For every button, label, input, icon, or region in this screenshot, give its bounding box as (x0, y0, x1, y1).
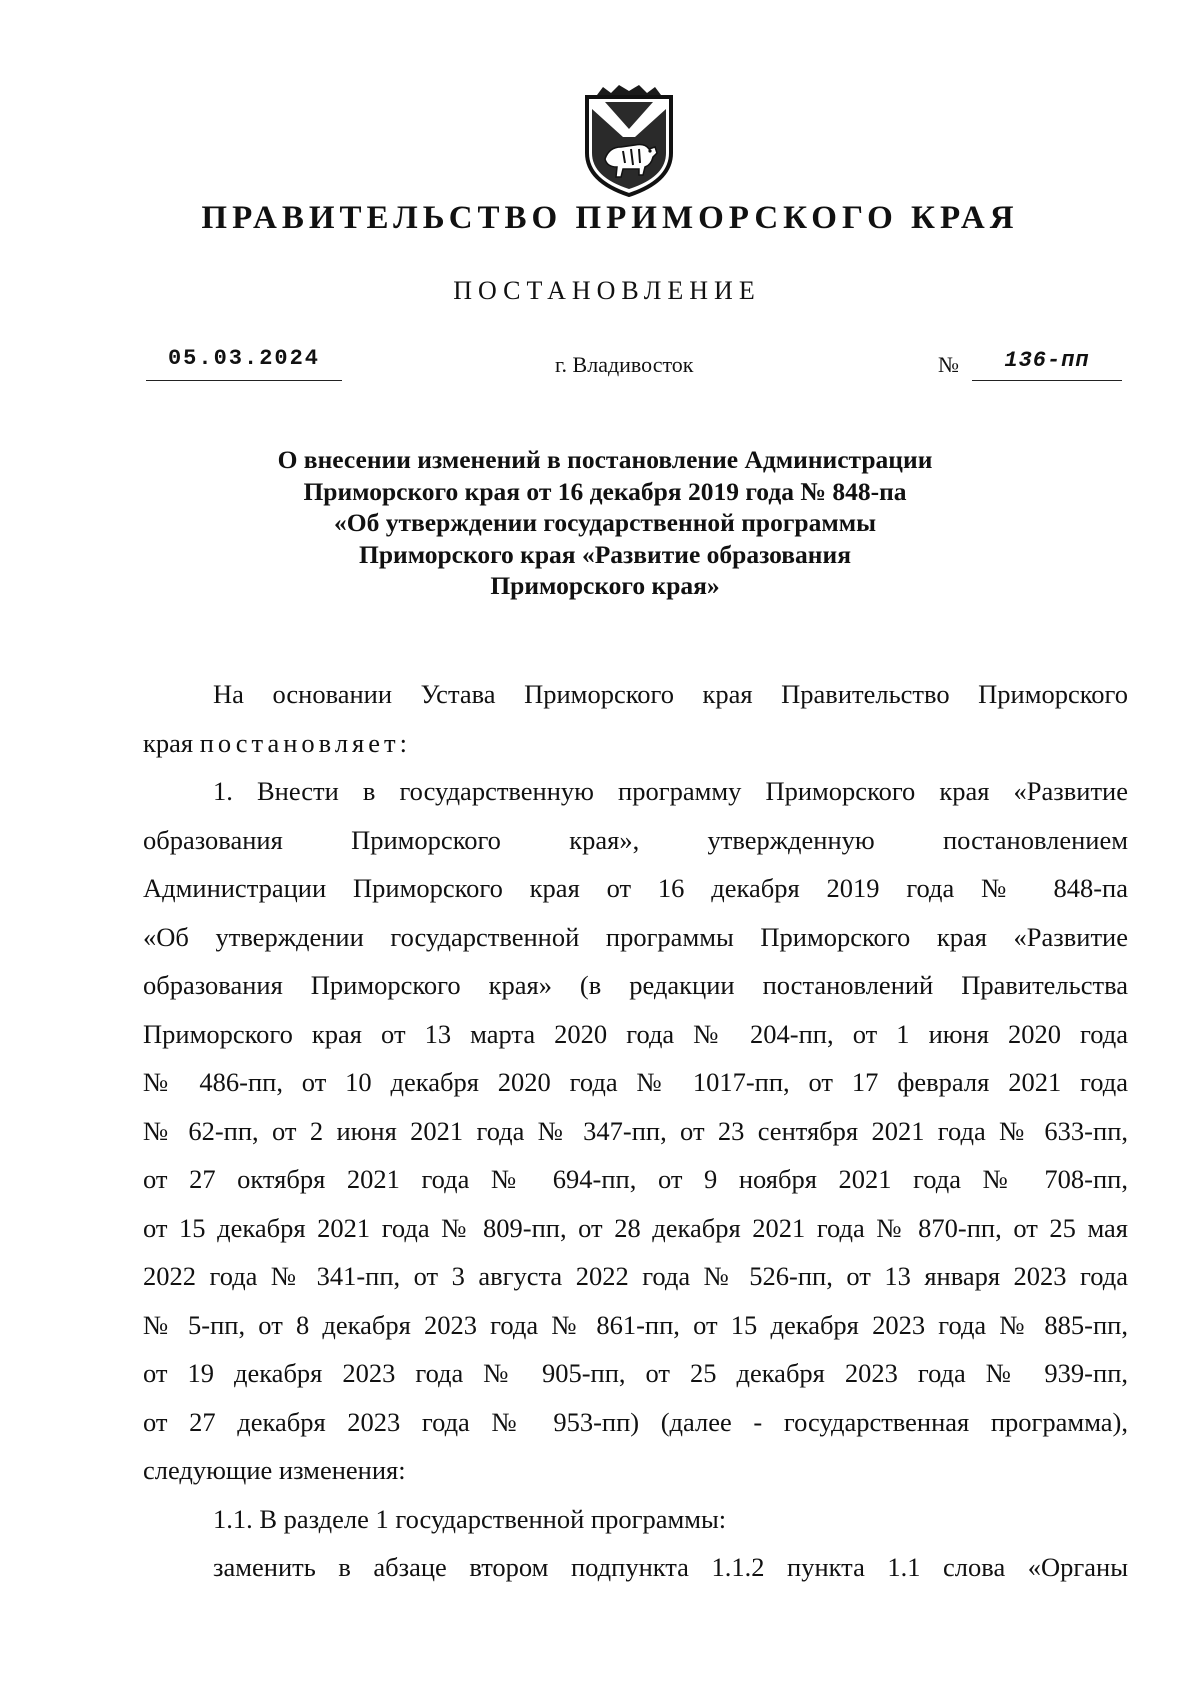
heading-line: Приморского края от 16 декабря 2019 года № 848-па (303, 476, 907, 506)
intro-colon: : (399, 727, 407, 758)
body-line: № 486-пп, от 10 декабря 2020 года № 1017-пп, от 17 февраля 2021 года (143, 1067, 1128, 1097)
body-line: 2022 года № 341-пп, от 3 августа 2022 года № 526-пп, от 13 января 2023 года (143, 1261, 1128, 1291)
body-line: № 5-пп, от 8 декабря 2023 года № 861-пп, от 15 декабря 2023 года № 885-пп, (143, 1309, 1128, 1340)
body-line: образования Приморского края» (в редакции постановлений Правительства (143, 970, 1128, 1000)
body-line: 1.1. В разделе 1 государственной программы: (213, 1503, 727, 1534)
body-line: заменить в абзаце втором подпункта 1.1.2 пункта 1.1 слова «Органы (213, 1552, 1128, 1582)
heading-line: «Об утверждении государственной программы (334, 508, 876, 537)
document-type: ПОСТАНОВЛЕНИЕ (453, 276, 761, 305)
primorsky-coat-of-arms-icon (583, 85, 675, 197)
document-number: 136-пп (972, 348, 1122, 381)
document-body (143, 670, 1128, 1592)
government-title: ПРАВИТЕЛЬСТВО ПРИМОРСКОГО КРАЯ (201, 200, 1019, 236)
heading-line: Приморского края» (490, 571, 720, 600)
document-heading (0, 444, 1200, 602)
intro-text: края (143, 727, 200, 758)
heading-line: О внесении изменений в постановление Администрации (277, 445, 933, 474)
body-line: Приморского края от 13 марта 2020 года № 204-пп, от 1 июня 2020 года (143, 1018, 1128, 1049)
document-date: 05.03.2024 (146, 346, 342, 381)
body-line: следующие изменения: (143, 1455, 406, 1485)
body-line: «Об утверждении государственной программы Приморского края «Развитие (143, 921, 1128, 952)
body-line: от 27 октября 2021 года № 694-пп, от 9 ноября 2021 года № 708-пп, (143, 1164, 1128, 1194)
number-label: № (938, 352, 959, 377)
document-city: г. Владивосток (555, 352, 694, 377)
body-line: от 27 декабря 2023 года № 953-пп) (далее - государственная программа), (143, 1406, 1128, 1437)
body-line: от 19 декабря 2023 года № 905-пп, от 25 декабря 2023 года № 939-пп, (143, 1358, 1128, 1388)
resolves-word: постановляет (199, 727, 400, 758)
body-line (143, 719, 1128, 768)
body-line: 1. Внести в государственную программу Приморского края «Развитие (213, 776, 1128, 806)
body-line: от 15 декабря 2021 года № 809-пп, от 28 декабря 2021 года № 870-пп, от 25 мая (143, 1212, 1128, 1243)
heading-line: Приморского края «Развитие образования (358, 539, 851, 569)
body-line: Администрации Приморского края от 16 декабря 2019 года № 848-па (143, 873, 1128, 903)
body-line: № 62-пп, от 2 июня 2021 года № 347-пп, от 23 сентября 2021 года № 633-пп, (143, 1115, 1128, 1146)
body-line: На основании Устава Приморского края Правительство Приморского (213, 679, 1128, 709)
body-line: образования Приморского края», утвержденную постановлением (143, 824, 1128, 855)
